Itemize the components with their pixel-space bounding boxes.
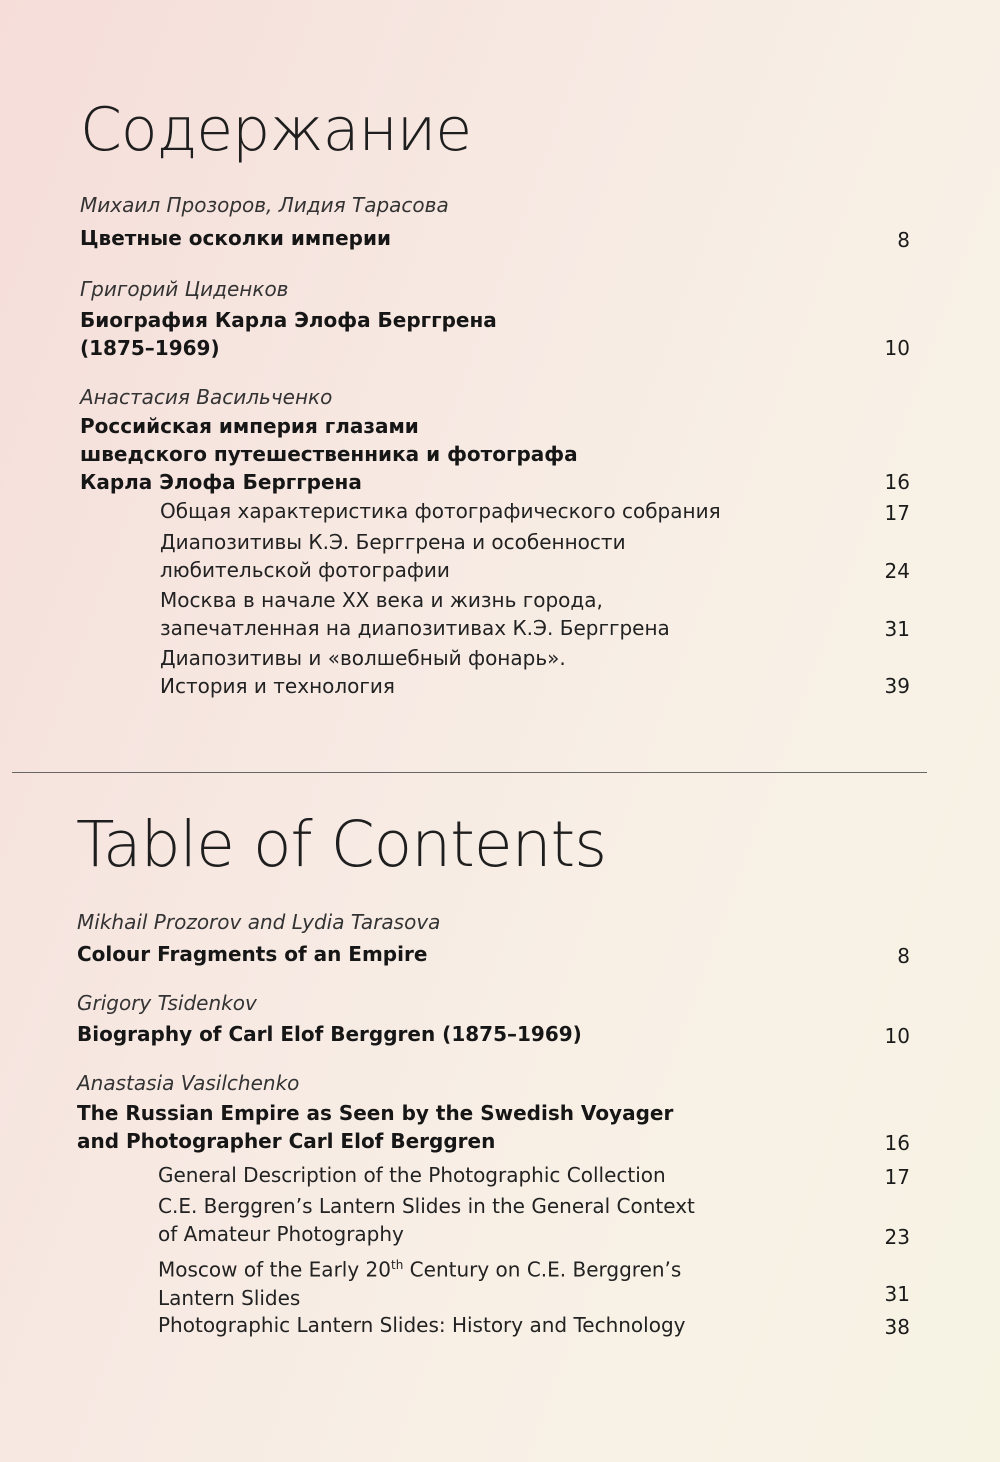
page-number-en-sub-1: 17 bbox=[884, 1165, 910, 1189]
subsection-ru-2[interactable] bbox=[160, 528, 626, 584]
section-divider bbox=[12, 772, 927, 773]
author-en-2: Grigory Tsidenkov bbox=[77, 991, 257, 1015]
subsection-en-4[interactable] bbox=[158, 1311, 685, 1339]
title-ru-1[interactable] bbox=[80, 224, 391, 252]
title-en-1[interactable] bbox=[77, 940, 427, 968]
subsection-ru-3[interactable] bbox=[160, 586, 670, 642]
subsection-en-1[interactable] bbox=[158, 1161, 666, 1189]
page-number-ru-sub-1: 17 bbox=[884, 501, 910, 525]
author-ru-3: Анастасия Васильченко bbox=[80, 385, 333, 409]
subsection-line: of Amateur Photography bbox=[158, 1222, 404, 1246]
page-number-en-sub-4: 38 bbox=[884, 1315, 910, 1339]
subsection-en-2[interactable] bbox=[158, 1192, 695, 1248]
subsection-line: Диапозитивы и «волшебный фонарь». bbox=[160, 646, 566, 670]
superscript-th: th bbox=[391, 1258, 404, 1272]
title-line: Colour Fragments of an Empire bbox=[77, 942, 428, 966]
subsection-en-3[interactable] bbox=[158, 1251, 681, 1312]
title-line: and Photographer Carl Elof Berggren bbox=[77, 1129, 496, 1153]
page-number-ru-1: 8 bbox=[897, 228, 910, 252]
page-title-ru: Содержание bbox=[80, 95, 472, 165]
title-en-3[interactable] bbox=[77, 1099, 673, 1155]
title-line: (1875–1969) bbox=[80, 336, 220, 360]
title-ru-3[interactable] bbox=[80, 412, 578, 496]
author-en-3: Anastasia Vasilchenko bbox=[77, 1071, 300, 1095]
title-line: Цветные осколки империи bbox=[80, 226, 391, 250]
title-line: Российская империя глазами bbox=[80, 414, 419, 438]
page-number-en-1: 8 bbox=[897, 944, 910, 968]
page-title-en: Table of Contents bbox=[76, 808, 607, 881]
page-number-ru-2: 10 bbox=[884, 336, 910, 360]
subsection-line: Москва в начале XX века и жизнь города, bbox=[160, 588, 603, 612]
title-en-2[interactable] bbox=[77, 1020, 582, 1048]
page-number-ru-sub-2: 24 bbox=[884, 559, 910, 583]
page-number-en-2: 10 bbox=[884, 1024, 910, 1048]
subsection-text: Century on C.E. Berggren’s bbox=[403, 1257, 682, 1282]
subsection-line: Общая характеристика фотографического собрания bbox=[160, 499, 721, 523]
page-number-en-sub-2: 23 bbox=[884, 1225, 910, 1249]
author-ru-2: Григорий Циденков bbox=[80, 277, 289, 301]
subsection-line: Photographic Lantern Slides: History and Technology bbox=[158, 1313, 686, 1337]
subsection-line: любительской фотографии bbox=[160, 558, 450, 582]
subsection-line bbox=[158, 1251, 681, 1284]
subsection-line: Диапозитивы К.Э. Берггрена и особенности bbox=[160, 530, 626, 554]
page-number-ru-sub-3: 31 bbox=[884, 617, 910, 641]
page-number-en-sub-3: 31 bbox=[884, 1282, 910, 1306]
page-number-ru-sub-4: 39 bbox=[884, 674, 910, 698]
title-line: шведского путешественника и фотографа bbox=[80, 442, 578, 466]
subsection-line: История и технология bbox=[160, 674, 395, 698]
title-line: Biography of Carl Elof Berggren (1875–1969) bbox=[77, 1022, 582, 1046]
title-line: Биография Карла Элофа Берггрена bbox=[80, 308, 497, 332]
subsection-line: Lantern Slides bbox=[158, 1285, 301, 1310]
page-number-en-3: 16 bbox=[884, 1131, 910, 1155]
title-line: Карла Элофа Берггрена bbox=[80, 470, 362, 494]
author-en-1: Mikhail Prozorov and Lydia Tarasova bbox=[77, 910, 441, 934]
subsection-line: запечатленная на диапозитивах К.Э. Берггрена bbox=[160, 616, 670, 640]
subsection-line: General Description of the Photographic Collection bbox=[158, 1163, 666, 1187]
title-ru-2[interactable] bbox=[80, 306, 497, 362]
title-line: The Russian Empire as Seen by the Swedish Voyager bbox=[77, 1101, 674, 1125]
subsection-ru-1[interactable] bbox=[160, 497, 721, 525]
subsection-line: C.E. Berggren’s Lantern Slides in the General Context bbox=[158, 1194, 695, 1218]
author-ru-1: Михаил Прозоров, Лидия Тарасова bbox=[80, 193, 449, 217]
subsection-ru-4[interactable] bbox=[160, 644, 566, 700]
subsection-text: Moscow of the Early 20 bbox=[158, 1257, 391, 1282]
page-number-ru-3: 16 bbox=[884, 470, 910, 494]
